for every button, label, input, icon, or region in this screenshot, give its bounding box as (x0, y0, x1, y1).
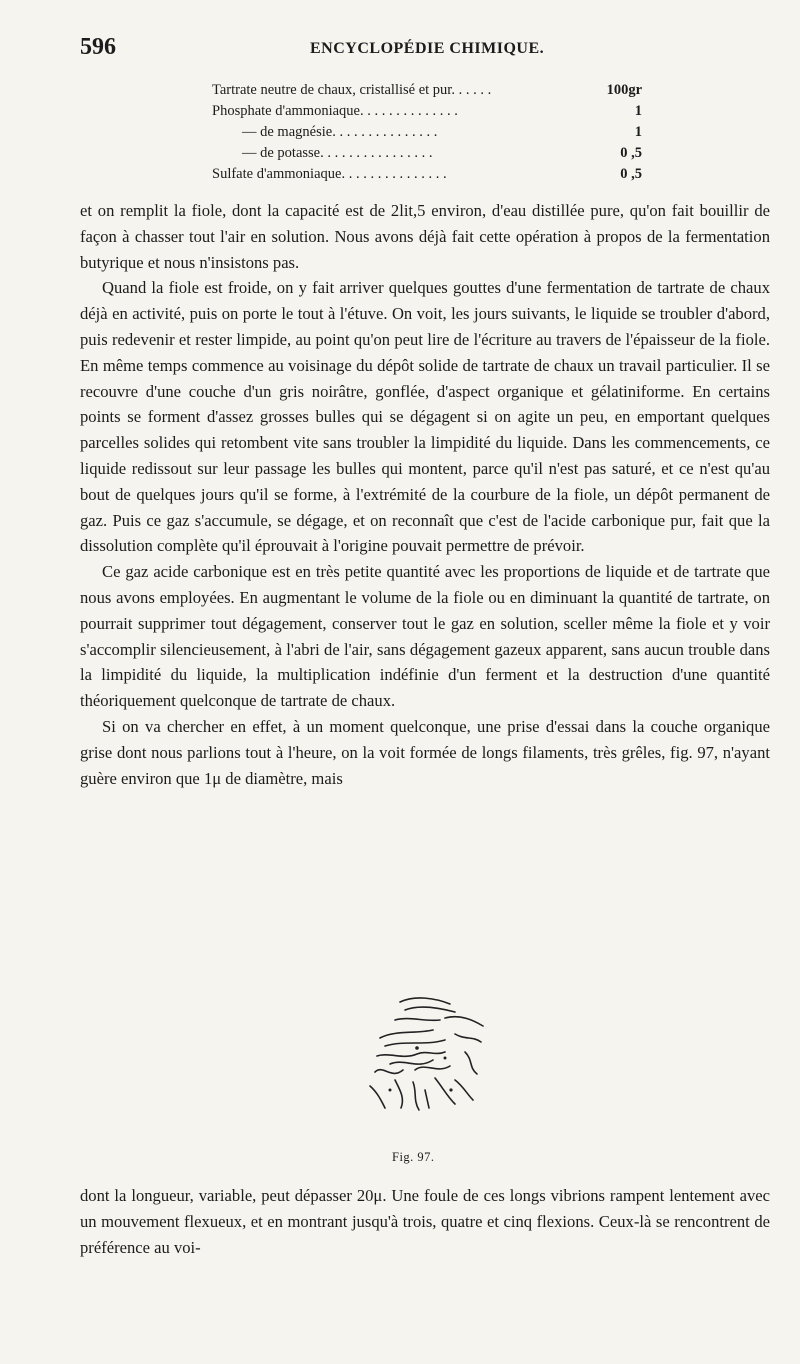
recipe-row (212, 80, 642, 101)
recipe-row (212, 122, 642, 143)
recipe-quantity: 100gr (606, 82, 642, 98)
recipe-quantity: 1 (634, 124, 642, 140)
vibrions-illustration (355, 990, 505, 1130)
page-number: 596 (80, 34, 116, 60)
recipe-row (212, 101, 642, 122)
running-head: ENCYCLOPÉDIE CHIMIQUE. (310, 40, 545, 57)
recipe-quantity: 0 ,5 (620, 145, 642, 161)
recipe-label: Sulfate d'ammoniaque. . . . . . . . . . . . . . . (212, 166, 447, 182)
paragraph: Quand la fiole est froide, on y fait arriver quelques gouttes d'une fermentation de tartrate de chaux déjà en activité, puis on porte le tout à l'étuve. On voit, les jours suivants, le liquide se troubler d'abord, puis redevenir et rester limpide, au point qu'on peut lire de l'écriture au travers de l'épaisseur de la fiole. En même temps commence au voisinage du dépôt solide de tartrate de chaux un travail particulier. Il se recouvre d'une couche d'un gris noirâtre, gonflée, d'aspect organique et gélatiniforme. En certains points se forment d'assez grosses bulles qui se dégagent si on agite un peu, en emportant quelques parcelles solides qui retombent vite sans troubler la limpidité du liquide. Dans les commencements, ce liquide redissout sur leur passage les bulles qui montent, parce qu'il n'est pas saturé, et ce n'est qu'au bout de quelques jours qu'il se forme, à l'extrémité de la courbure de la fiole, un dépôt permanent de gaz. Puis ce gaz s'accumule, se dégage, et on reconnaît que c'est de l'acide carbonique pur, fait que la dissolution complète qu'il éprouvait à l'origine pouvait permettre de prévoir. (80, 278, 770, 556)
continuation-text (80, 1183, 770, 1261)
figure-97 (355, 990, 505, 1130)
paragraph: Si on va chercher en effet, à un moment quelconque, une prise d'essai dans la couche organique grise dont nous parlions tout à l'heure, on la voit formée de longs filaments, très grêles, fig. 97, n'ayant guère environ que 1μ de diamètre, mais (80, 716, 770, 788)
recipe-label: Phosphate d'ammoniaque. . . . . . . . . . . . . . (212, 103, 458, 119)
recipe-row (212, 164, 642, 185)
recipe-quantity: 1 (634, 103, 642, 119)
body-text (80, 198, 770, 791)
recipe-table (212, 80, 642, 185)
recipe-label: — de potasse. . . . . . . . . . . . . . . . (242, 145, 433, 161)
page-header (80, 34, 770, 64)
recipe-label: Tartrate neutre de chaux, cristallisé et pur. . . . . . (212, 82, 492, 98)
paragraph: dont la longueur, variable, peut dépasser 20μ. Une foule de ces longs vibrions rampent lentement avec un mouvement flexueux, et en montrant jusqu'à trois, quatre et cinq flexions. Ceux-là se rencontrent de préférence au voi- (80, 1186, 770, 1257)
recipe-quantity: 0 ,5 (620, 166, 642, 182)
figure-caption: Fig. 97. (392, 1150, 435, 1164)
paragraph: et on remplit la fiole, dont la capacité est de 2lit,5 environ, d'eau distillée pure, qu'on fait bouillir de façon à chasser tout l'air en solution. Nous avons déjà fait cette opération à propos de la fermentation butyrique et nous n'insistons pas. (80, 201, 770, 272)
recipe-row (212, 143, 642, 164)
paragraph: Ce gaz acide carbonique est en très petite quantité avec les proportions de liquide et de tartrate que nous avons employées. En augmentant le volume de la fiole ou en diminuant la quantité de tartrate, on pourrait supprimer tout dégagement, conserver tout le gaz en solution, sceller même la fiole et y voir s'accomplir silencieusement, à l'abri de l'air, sans dégagement gazeux apparent, sans aucun trouble dans la limpidité du liquide, la multiplication indéfinie d'un ferment et la destruction d'une quantité théoriquement quelconque de tartrate de chaux. (80, 562, 770, 711)
recipe-label: — de magnésie. . . . . . . . . . . . . . . (242, 124, 438, 140)
